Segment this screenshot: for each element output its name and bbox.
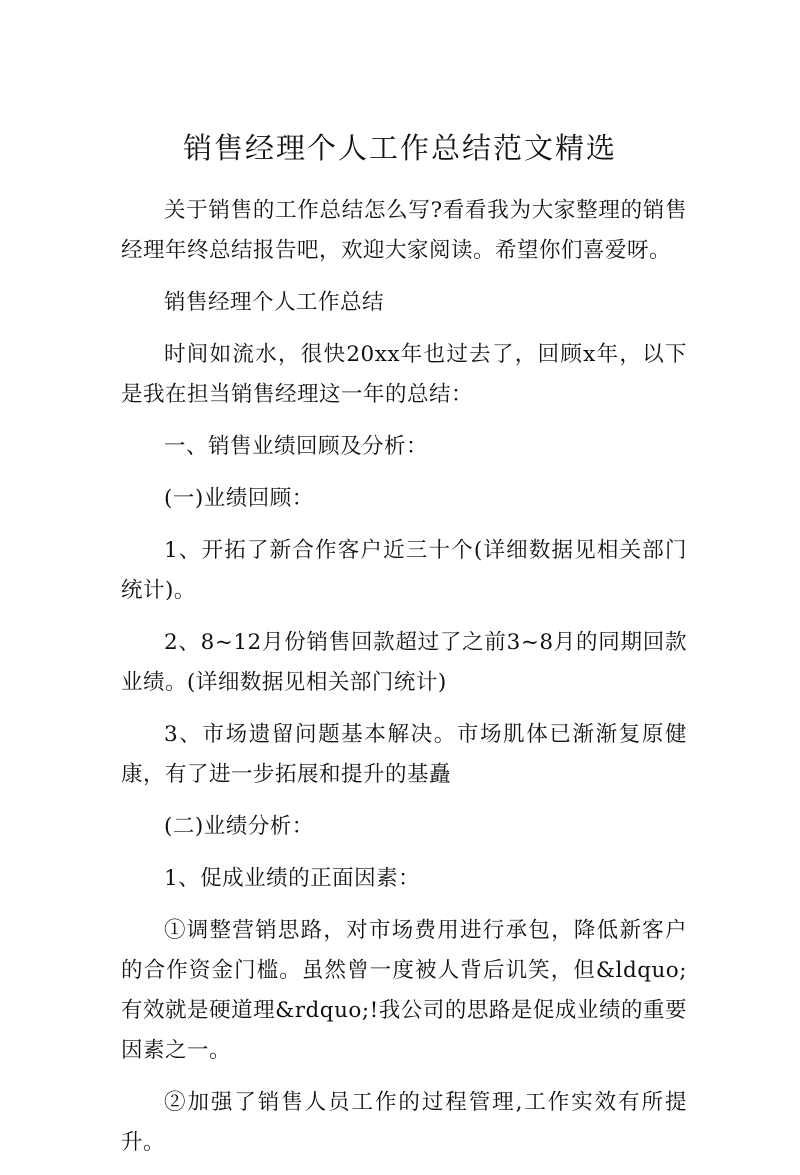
subheading-performance-analysis: (二)业绩分析： [164, 814, 314, 839]
intro-paragraph: 关于销售的工作总结怎么写?看看我为大家整理的销售经理年终总结报告吧，欢迎大家阅读。希望你们喜爱呀。 [121, 198, 687, 263]
review-item-2: 2、8~12月份销售回款超过了之前3~8月的同期回款业绩。(详细数据见相关部门统计) [121, 630, 687, 695]
opening-paragraph: 时间如流水，很快20xx年也过去了，回顾x年，以下是我在担当销售经理这一年的总结： [121, 342, 687, 407]
document-title: 销售经理个人工作总结范文精选 [182, 131, 617, 165]
analysis-point-1: ①调整营销思路，对市场费用进行承包，降低新客户的合作资金门槛。虽然曾一度被人背后讥笑，但&ldquo;有效就是硬道理&rdquo;!我公司的思路是促成业绩的重要因素之一。 [121, 918, 687, 1063]
analysis-item-1: 1、促成业绩的正面因素： [164, 866, 421, 891]
review-item-1: 1、开拓了新合作客户近三十个(详细数据见相关部门统计)。 [121, 538, 687, 603]
section-heading: 销售经理个人工作总结 [164, 290, 385, 315]
subheading-performance-review: (一)业绩回顾： [164, 486, 314, 511]
review-item-3: 3、市场遗留问题基本解决。市场肌体已渐渐复原健康，有了进一步拓展和提升的基矗 [121, 722, 687, 787]
analysis-point-2: ②加强了销售人员工作的过程管理,工作实效有所提升。 [121, 1090, 687, 1155]
document-body [121, 191, 687, 1175]
heading-sales-review: 一、销售业绩回顾及分析： [164, 434, 429, 459]
